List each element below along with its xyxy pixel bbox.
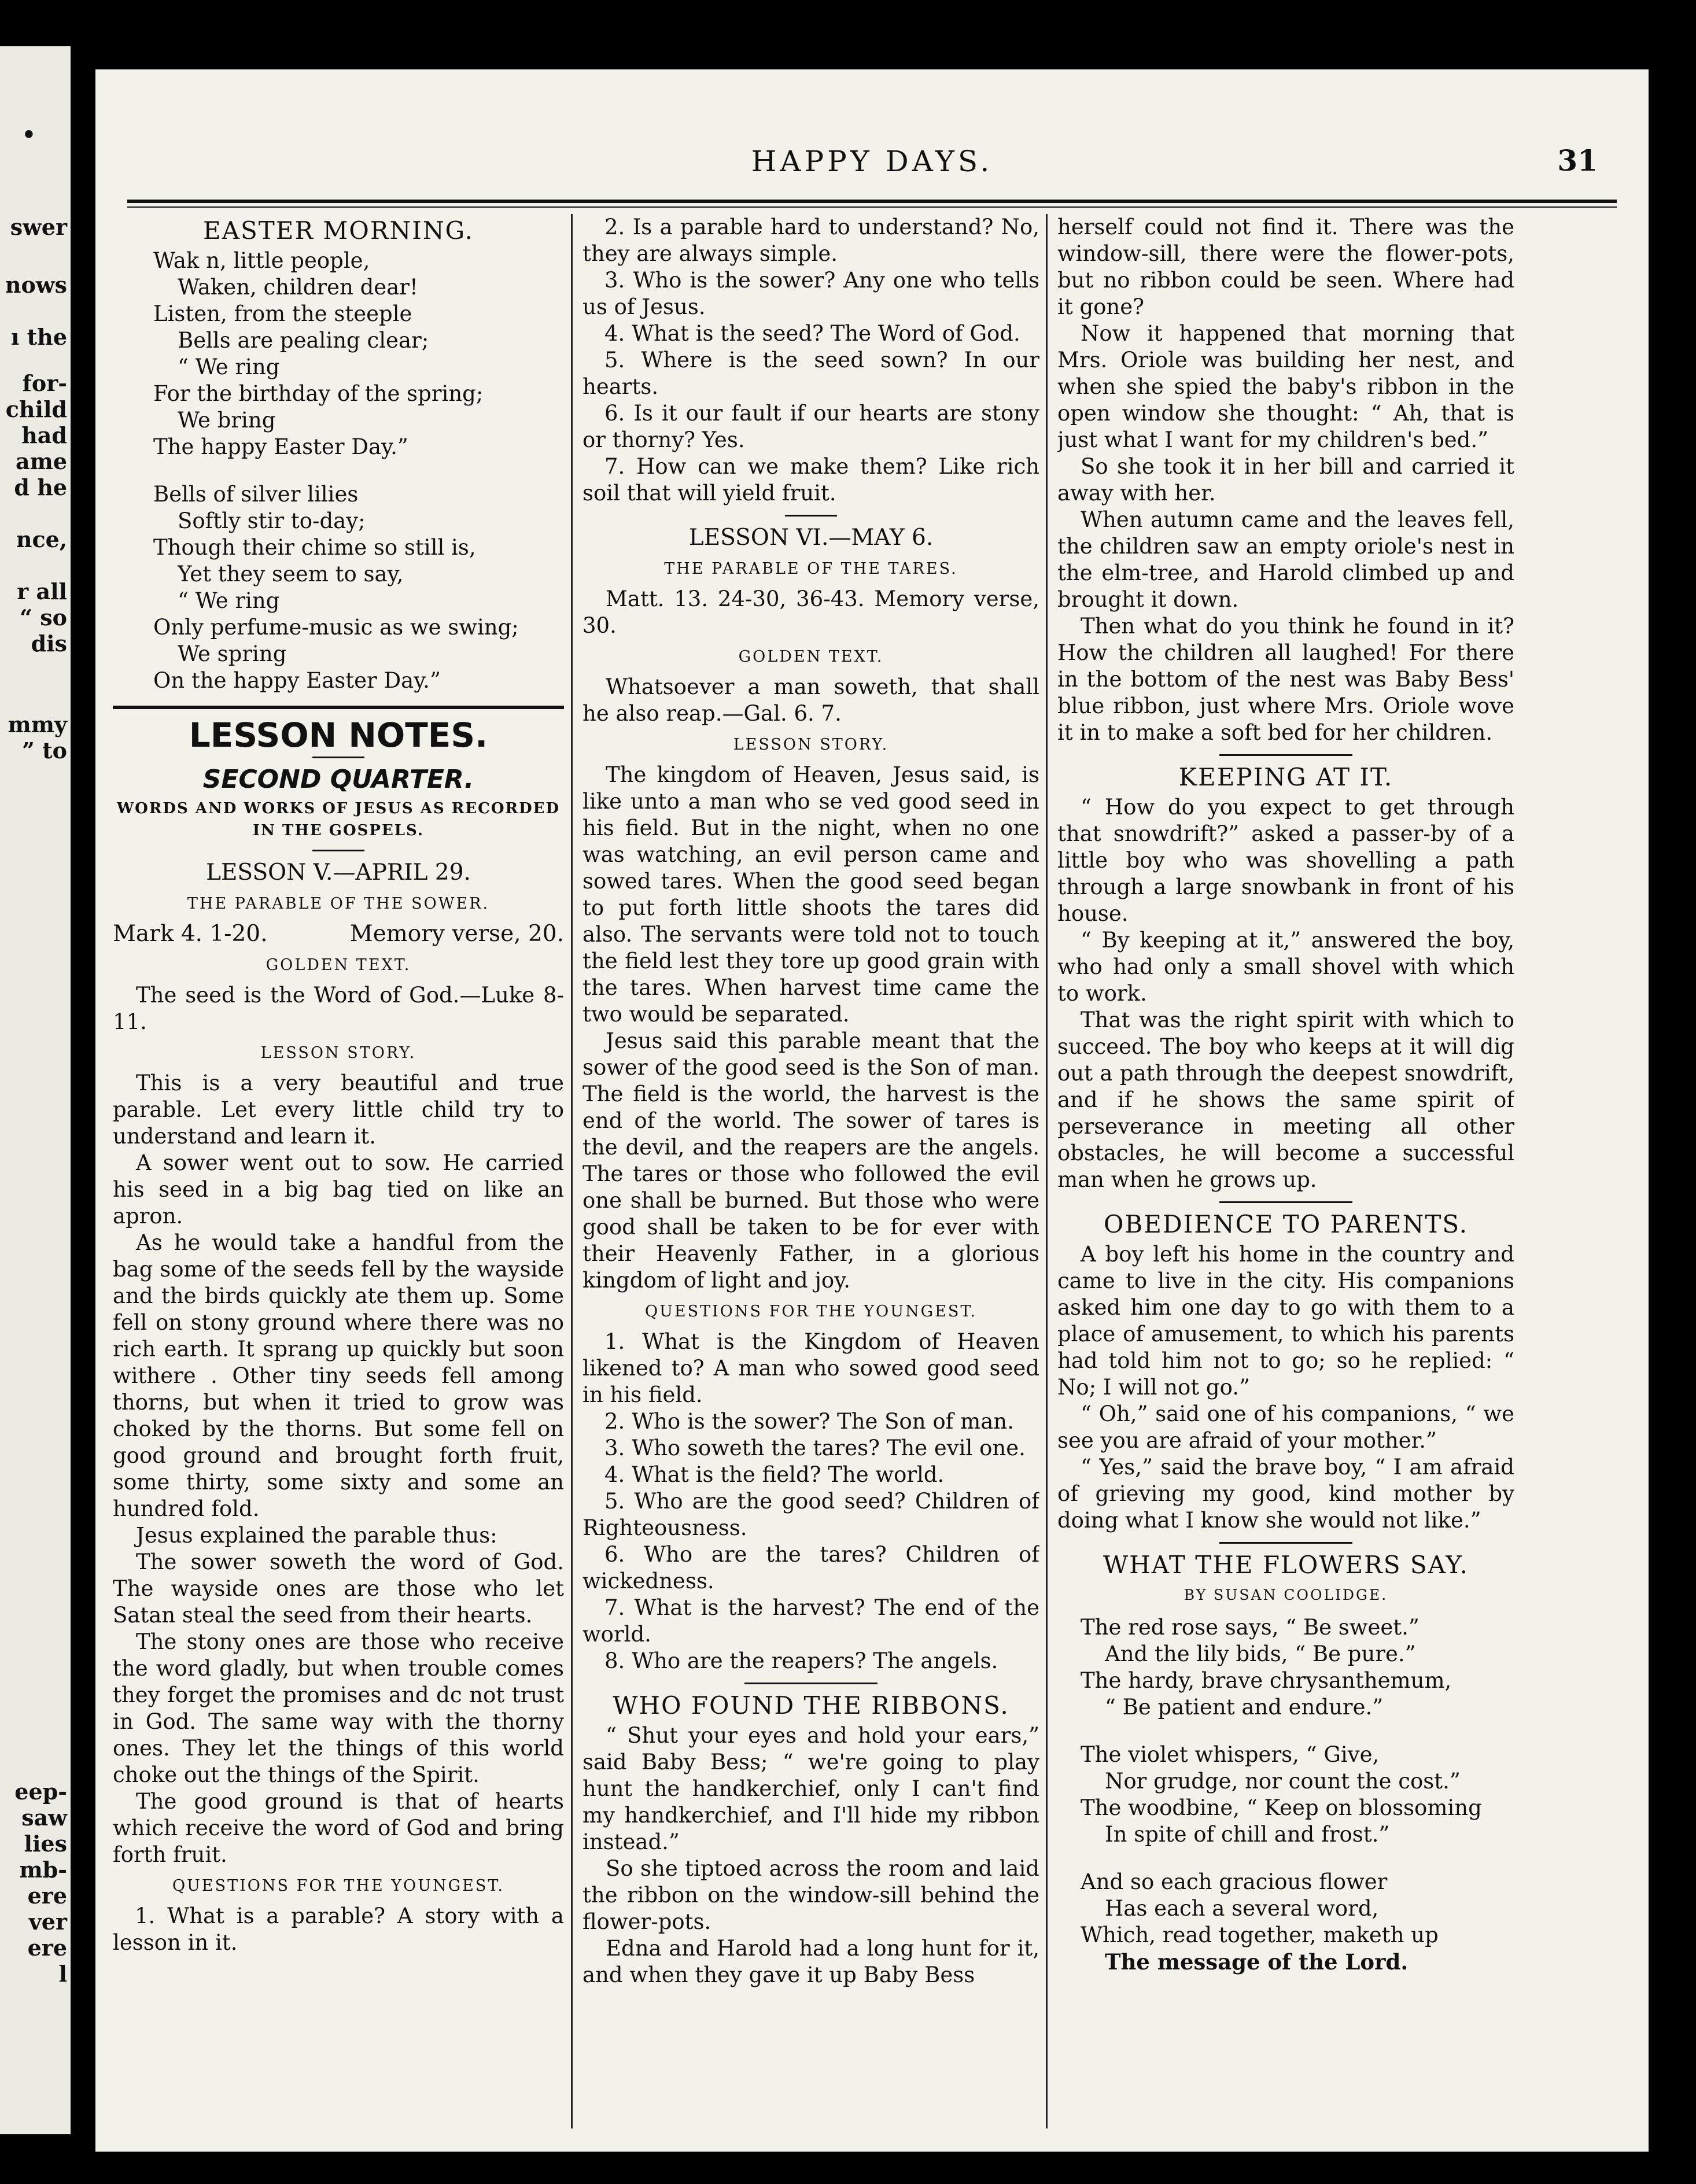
quarter-title: SECOND QUARTER. [202, 765, 474, 794]
margin-fragment: ame [15, 448, 67, 474]
story-paragraph: The stony ones are those who receive the word gladly, but when trouble comes they forget the promises and dc not trust in God. The same way with the thorny ones. They let the things of this world choke out the things of the Spirit. [113, 1629, 564, 1787]
poem-line: We spring [178, 641, 287, 666]
margin-fragment: nce, [16, 526, 67, 552]
easter-title: EASTER MORNING. [203, 216, 474, 245]
story-paragraph: The good ground is that of hearts which receive the word of God and bring forth fruit. [113, 1789, 564, 1867]
story-paragraph: Then what do you think he found in it? How the children all laughed! For there in the bottom of the nest was Baby Bess' blue ribbon, just where Mrs. Oriole wove it in to make a soft bed for her children. [1057, 614, 1514, 745]
poem-line: Bells are pealing clear; [178, 328, 429, 353]
lesson-story-label: LESSON STORY. [260, 1044, 416, 1062]
page-number: 31 [1557, 143, 1598, 178]
story-paragraph: Edna and Harold had a long hunt for it, and when they gave it up Baby Bess [582, 1936, 1039, 1987]
easter-poem [153, 248, 564, 694]
ribbons-title: WHO FOUND THE RIBBONS. [613, 1691, 1009, 1720]
poem-line: And the lily bids, “ Be pure.” [1105, 1641, 1416, 1666]
byline: BY SUSAN COOLIDGE. [1183, 1587, 1388, 1603]
poem-line: On the happy Easter Day.” [153, 668, 441, 693]
question: 5. Where is the seed sown? In our hearts. [582, 348, 1039, 399]
story-paragraph: The sower soweth the word of God. The wayside ones are those who let Satan steal the seed from their hearts. [113, 1550, 564, 1628]
keeping-title: KEEPING AT IT. [1178, 763, 1393, 791]
margin-fragment: ere [27, 1935, 67, 1961]
questions-label: QUESTIONS FOR THE YOUNGEST. [172, 1877, 504, 1895]
margin-fragment: l [58, 1961, 67, 1987]
poem-line: For the birthday of the spring; [153, 381, 484, 406]
story-paragraph: A boy left his home in the country and came to live in the city. His companions asked him one day to go with them to a place of amusement, to which his parents had told him not to go; so he replied: “ No; I will not go.” [1057, 1242, 1514, 1400]
story-paragraph: “ Oh,” said one of his companions, “ we see you are afraid of your mother.” [1057, 1401, 1514, 1453]
question: 2. Who is the sower? The Son of man. [604, 1409, 1014, 1434]
poem-line: The woodbine, “ Keep on blossoming [1081, 1795, 1482, 1820]
column-rule [1046, 214, 1048, 2128]
poem-line: Only perfume-music as we swing; [153, 615, 519, 640]
section-rule [113, 706, 564, 709]
lesson-story-label: LESSON STORY. [733, 736, 889, 754]
reference: Mark 4. 1-20. [113, 921, 268, 947]
poem-line: The red rose says, “ Be sweet.” [1081, 1615, 1420, 1640]
golden-text-label: GOLDEN TEXT. [738, 648, 884, 666]
margin-fragment: for- [22, 370, 67, 396]
margin-fragment: mb- [19, 1857, 67, 1883]
flowers-title: WHAT THE FLOWERS SAY. [1103, 1551, 1469, 1579]
golden-text: Whatsoever a man soweth, that shall he also reap.—Gal. 6. 7. [582, 674, 1039, 726]
column-1 [113, 214, 564, 2128]
story-paragraph: Jesus said this parable meant that the sower of the good seed is the Son of man. The field is the world, the harvest is the end of the world. The sower of tares is the devil, and the reapers are the angels. The tares or those who followed the evil one shall be burned. But those who were good shall be taken to be for ever with their Heavenly Father, in a glorious kingdom of light and joy. [582, 1028, 1039, 1293]
margin-fragment: d he [14, 474, 67, 500]
poem-line: Nor grudge, nor count the cost.” [1105, 1769, 1461, 1794]
poem-line: “ We ring [178, 588, 280, 613]
short-rule [1219, 1542, 1352, 1544]
poem-line: The happy Easter Day.” [153, 434, 408, 459]
poem-line: The violet whispers, “ Give, [1081, 1742, 1380, 1767]
parable-title: THE PARABLE OF THE TARES. [664, 560, 958, 578]
question: 3. Who is the sower? Any one who tells us of Jesus. [582, 268, 1039, 319]
scripture-reference [113, 921, 564, 947]
lesson-5-heading: LESSON V.—APRIL 29. [206, 859, 471, 886]
poem-line: Listen, from the steeple [153, 301, 412, 326]
newspaper-page [95, 69, 1649, 2152]
story-paragraph: Jesus explained the parable thus: [136, 1523, 497, 1548]
question: 1. What is the Kingdom of Heaven likened to? A man who sowed good seed in his field. [582, 1329, 1039, 1407]
flowers-poem [1081, 1614, 1514, 1975]
memory-verse: Memory verse, 20. [349, 921, 564, 947]
poem-line: The hardy, brave chrysanthemum, [1081, 1668, 1452, 1693]
margin-fragment: child [5, 396, 67, 422]
poem-line: Wak n, little people, [153, 248, 370, 273]
header-rule-thin [127, 206, 1617, 208]
short-rule [785, 515, 837, 517]
poem-line: Which, read together, maketh up [1081, 1923, 1439, 1947]
margin-fragment: ı the [10, 324, 67, 350]
story-paragraph: The kingdom of Heaven, Jesus said, is like unto a man who se ved good seed in his field. But in the night, when no one was watching, an evil person came and sowed tares. When the good seed began to put forth little shoots the tares did also. The servants were told not to touch the field lest they tore up good grain with the tares. When harvest time came the two would be separated. [582, 762, 1039, 1027]
question: 4. What is the seed? The Word of God. [604, 321, 1020, 346]
previous-page-margin [0, 46, 71, 2134]
question: 2. Is a parable hard to understand? No, they are always simple. [582, 215, 1039, 266]
poem-line: In spite of chill and frost.” [1105, 1822, 1390, 1847]
poem-line: We bring [178, 408, 276, 433]
margin-fragment: swer [10, 214, 67, 240]
column-rule [571, 214, 573, 2128]
question: 4. What is the field? The world. [604, 1462, 945, 1487]
column-2 [582, 214, 1039, 2128]
margin-fragment: eep- [14, 1779, 67, 1805]
short-rule [1219, 754, 1352, 756]
short-rule [312, 850, 364, 851]
poem-line: Yet they seem to say, [178, 562, 404, 586]
words-works-heading: WORDS AND WORKS OF JESUS AS RECORDED IN THE GOSPELS. [116, 800, 561, 839]
story-paragraph: When autumn came and the leaves fell, the children saw an empty oriole's nest in the elm-tree, and Harold climbed up and brought it down. [1057, 507, 1514, 612]
margin-fragment: “ so [20, 604, 67, 630]
margin-fragment: ver [28, 1909, 67, 1935]
question: 5. Who are the good seed? Children of Righteousness. [582, 1489, 1039, 1540]
story-paragraph: A sower went out to sow. He carried his seed in a big bag tied on like an apron. [113, 1150, 564, 1228]
question: 1. What is a parable? A story with a lesson in it. [113, 1903, 564, 1955]
column-3 [1057, 214, 1514, 2128]
story-paragraph: As he would take a handful from the bag some of the seeds fell by the wayside and the birds quickly ate them up. Some fell on stony ground where there was no rich earth. It sprang up quickly but soon withere . Other tiny seeds fell among thorns, but when it tried to grow was choked by the thorns. But some fell on good ground and brought forth fruit, some thirty, some sixty and some an hundred fold. [113, 1230, 564, 1521]
margin-fragment: ere [27, 1883, 67, 1909]
short-rule [744, 1683, 878, 1684]
margin-fragment: dis [31, 630, 67, 656]
poem-line: Has each a several word, [1105, 1896, 1379, 1921]
story-paragraph: Now it happened that morning that Mrs. Oriole was building her nest, and when she spied the baby's ribbon in the open window she thought: “ Ah, that is just what I want for my children's bed.” [1057, 321, 1514, 452]
golden-text: The seed is the Word of God.—Luke 8-11. [113, 983, 564, 1034]
story-paragraph: That was the right spirit with which to succeed. The boy who keeps at it will dig out a path through the deepest snowdrift, and if he shows the same spirit of perseverance in meeting all other obstacles, he will become a successful man when he grows up. [1057, 1008, 1514, 1192]
short-rule [312, 757, 364, 758]
poem-line: Softly stir to-day; [178, 508, 366, 533]
poem-line: “ Be patient and endure.” [1105, 1695, 1384, 1720]
question: 7. What is the harvest? The end of the world. [582, 1595, 1039, 1647]
question: 3. Who soweth the tares? The evil one. [604, 1436, 1026, 1460]
story-paragraph: “ Shut your eyes and hold your ears,” said Baby Bess; “ we're going to play hunt the handkerchief, only I can't find my handkerchief, and I'll hide my ribbon instead.” [582, 1723, 1039, 1854]
poem-line: Bells of silver lilies [153, 482, 359, 507]
question: 8. Who are the reapers? The angels. [604, 1648, 998, 1673]
running-head: HAPPY DAYS. [751, 145, 993, 178]
margin-fragment: • [21, 121, 36, 147]
golden-text-label: GOLDEN TEXT. [266, 956, 411, 974]
header-rule [127, 200, 1617, 203]
story-paragraph: herself could not find it. There was the window-sill, there were the flower-pots, but no ribbon could be seen. Where had it gone? [1057, 215, 1514, 319]
margin-fragment: r all [17, 578, 67, 604]
margin-fragment: ” to [22, 737, 67, 763]
margin-fragment: lies [24, 1831, 67, 1857]
poem-line: The message of the Lord. [1105, 1949, 1409, 1975]
margin-fragment: nows [5, 272, 67, 298]
margin-fragment: mmy [8, 711, 67, 737]
question: 6. Is it our fault if our hearts are stony or thorny? Yes. [582, 401, 1039, 452]
question: 7. How can we make them? Like rich soil that will yield fruit. [582, 454, 1039, 506]
poem-line: And so each gracious flower [1081, 1869, 1388, 1894]
questions-label: QUESTIONS FOR THE YOUNGEST. [645, 1303, 977, 1320]
story-paragraph: This is a very beautiful and true parable. Let every little child try to understand and learn it. [113, 1071, 564, 1149]
short-rule [1219, 1201, 1352, 1203]
margin-fragment: had [21, 422, 67, 448]
story-paragraph: “ By keeping at it,” answered the boy, who had only a small shovel with which to work. [1057, 928, 1514, 1006]
scripture-reference: Matt. 13. 24-30, 36-43. Memory verse, 30. [582, 586, 1039, 638]
story-paragraph: So she took it in her bill and carried it away with her. [1057, 454, 1514, 506]
story-paragraph: So she tiptoed across the room and laid the ribbon on the window-sill behind the flower-pots. [582, 1856, 1039, 1934]
story-paragraph: “ How do you expect to get through that snowdrift?” asked a passer-by of a little boy who was shovelling a path through a large snowbank in front of his house. [1057, 795, 1514, 926]
lesson-6-heading: LESSON VI.—MAY 6. [688, 525, 934, 551]
poem-line: “ We ring [178, 355, 280, 379]
poem-line: Waken, children dear! [178, 275, 418, 300]
parable-title: THE PARABLE OF THE SOWER. [187, 895, 490, 913]
margin-fragment: saw [21, 1805, 67, 1831]
question: 6. Who are the tares? Children of wickedness. [582, 1542, 1039, 1593]
obedience-title: OBEDIENCE TO PARENTS. [1104, 1210, 1468, 1238]
story-paragraph: “ Yes,” said the brave boy, “ I am afraid of grieving my good, kind mother by doing what I know she would not like.” [1057, 1455, 1514, 1533]
poem-line: Though their chime so still is, [153, 535, 476, 560]
lesson-notes-title: LESSON NOTES. [189, 715, 488, 755]
